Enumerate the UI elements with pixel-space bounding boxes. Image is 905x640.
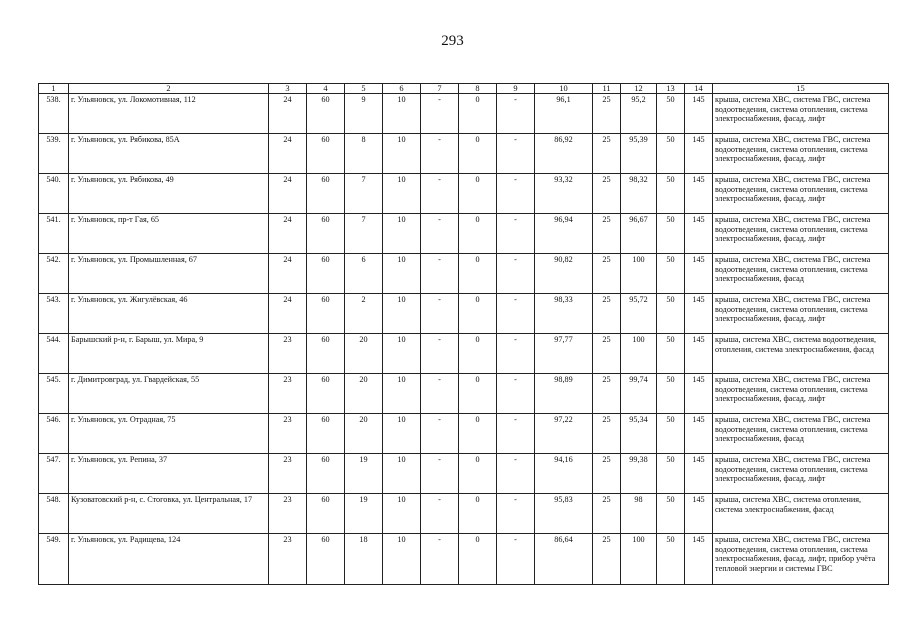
value-cell-3: 24 bbox=[269, 254, 307, 294]
value-cell-6: 10 bbox=[383, 134, 421, 174]
column-header-4: 4 bbox=[307, 84, 345, 94]
value-cell-9: - bbox=[497, 254, 535, 294]
value-cell-10: 93,32 bbox=[535, 174, 593, 214]
value-cell-12: 100 bbox=[621, 254, 657, 294]
value-cell-4: 60 bbox=[307, 294, 345, 334]
row-number-cell: 541. bbox=[39, 214, 69, 254]
address-cell: Кузоватовский р-н, с. Стоговка, ул. Центральная, 17 bbox=[69, 494, 269, 534]
value-cell-14: 145 bbox=[685, 534, 713, 585]
works-list-cell: крыша, система ХВС, система ГВС, система водоотведения, система отопления, система электроснабжения, фасад, лифт bbox=[713, 294, 889, 334]
address-cell: г. Ульяновск, ул. Жигулёвская, 46 bbox=[69, 294, 269, 334]
table-row bbox=[39, 94, 889, 134]
column-header-14: 14 bbox=[685, 84, 713, 94]
column-header-10: 10 bbox=[535, 84, 593, 94]
value-cell-5: 20 bbox=[345, 374, 383, 414]
value-cell-13: 50 bbox=[657, 214, 685, 254]
value-cell-13: 50 bbox=[657, 494, 685, 534]
table-row bbox=[39, 174, 889, 214]
value-cell-14: 145 bbox=[685, 334, 713, 374]
column-header-5: 5 bbox=[345, 84, 383, 94]
column-header-12: 12 bbox=[621, 84, 657, 94]
address-cell: г. Ульяновск, ул. Репина, 37 bbox=[69, 454, 269, 494]
table-row bbox=[39, 494, 889, 534]
value-cell-9: - bbox=[497, 494, 535, 534]
value-cell-7: - bbox=[421, 94, 459, 134]
value-cell-5: 19 bbox=[345, 454, 383, 494]
table-row bbox=[39, 414, 889, 454]
column-header-11: 11 bbox=[593, 84, 621, 94]
value-cell-11: 25 bbox=[593, 134, 621, 174]
column-header-6: 6 bbox=[383, 84, 421, 94]
value-cell-6: 10 bbox=[383, 214, 421, 254]
value-cell-10: 97,22 bbox=[535, 414, 593, 454]
address-cell: г. Ульяновск, ул. Радищева, 124 bbox=[69, 534, 269, 585]
value-cell-7: - bbox=[421, 334, 459, 374]
column-header-15: 15 bbox=[713, 84, 889, 94]
value-cell-14: 145 bbox=[685, 374, 713, 414]
value-cell-7: - bbox=[421, 494, 459, 534]
address-cell: г. Ульяновск, пр-т Гая, 65 bbox=[69, 214, 269, 254]
row-number-cell: 546. bbox=[39, 414, 69, 454]
value-cell-4: 60 bbox=[307, 334, 345, 374]
value-cell-6: 10 bbox=[383, 494, 421, 534]
data-table bbox=[38, 83, 889, 585]
value-cell-12: 95,39 bbox=[621, 134, 657, 174]
value-cell-12: 95,72 bbox=[621, 294, 657, 334]
works-list-cell: крыша, система ХВС, система ГВС, система водоотведения, система отопления, система электроснабжения, фасад, лифт bbox=[713, 374, 889, 414]
value-cell-9: - bbox=[497, 414, 535, 454]
value-cell-4: 60 bbox=[307, 94, 345, 134]
address-cell: г. Ульяновск, ул. Промышленная, 67 bbox=[69, 254, 269, 294]
value-cell-8: 0 bbox=[459, 494, 497, 534]
value-cell-3: 23 bbox=[269, 494, 307, 534]
value-cell-13: 50 bbox=[657, 454, 685, 494]
row-number-cell: 539. bbox=[39, 134, 69, 174]
value-cell-8: 0 bbox=[459, 294, 497, 334]
value-cell-5: 19 bbox=[345, 494, 383, 534]
value-cell-14: 145 bbox=[685, 494, 713, 534]
value-cell-4: 60 bbox=[307, 174, 345, 214]
works-list-cell: крыша, система ХВС, система ГВС, система водоотведения, система отопления, система электроснабжения, фасад, лифт bbox=[713, 174, 889, 214]
table-row bbox=[39, 334, 889, 374]
value-cell-12: 100 bbox=[621, 534, 657, 585]
value-cell-13: 50 bbox=[657, 174, 685, 214]
table-row bbox=[39, 254, 889, 294]
table-row bbox=[39, 294, 889, 334]
row-number-cell: 540. bbox=[39, 174, 69, 214]
value-cell-3: 24 bbox=[269, 174, 307, 214]
page-number: 293 bbox=[441, 33, 464, 49]
value-cell-9: - bbox=[497, 174, 535, 214]
value-cell-11: 25 bbox=[593, 494, 621, 534]
value-cell-12: 99,38 bbox=[621, 454, 657, 494]
works-list-cell: крыша, система ХВС, система ГВС, система водоотведения, система отопления, система электроснабжения, фасад bbox=[713, 254, 889, 294]
value-cell-4: 60 bbox=[307, 454, 345, 494]
value-cell-4: 60 bbox=[307, 374, 345, 414]
works-list-cell: крыша, система ХВС, система водоотведения, отопления, система электроснабжения, фасад bbox=[713, 334, 889, 374]
row-number-cell: 542. bbox=[39, 254, 69, 294]
value-cell-11: 25 bbox=[593, 454, 621, 494]
value-cell-14: 145 bbox=[685, 254, 713, 294]
value-cell-11: 25 bbox=[593, 294, 621, 334]
value-cell-5: 20 bbox=[345, 334, 383, 374]
column-header-2: 2 bbox=[69, 84, 269, 94]
value-cell-11: 25 bbox=[593, 374, 621, 414]
value-cell-8: 0 bbox=[459, 94, 497, 134]
table-row bbox=[39, 134, 889, 174]
value-cell-14: 145 bbox=[685, 94, 713, 134]
value-cell-8: 0 bbox=[459, 254, 497, 294]
value-cell-4: 60 bbox=[307, 134, 345, 174]
address-cell: г. Ульяновск, ул. Отрадная, 75 bbox=[69, 414, 269, 454]
value-cell-11: 25 bbox=[593, 414, 621, 454]
value-cell-10: 94,16 bbox=[535, 454, 593, 494]
value-cell-9: - bbox=[497, 534, 535, 585]
value-cell-3: 24 bbox=[269, 214, 307, 254]
value-cell-13: 50 bbox=[657, 334, 685, 374]
address-cell: г. Ульяновск, ул. Рябикова, 49 bbox=[69, 174, 269, 214]
value-cell-5: 18 bbox=[345, 534, 383, 585]
value-cell-10: 98,89 bbox=[535, 374, 593, 414]
value-cell-9: - bbox=[497, 134, 535, 174]
value-cell-7: - bbox=[421, 414, 459, 454]
value-cell-13: 50 bbox=[657, 374, 685, 414]
value-cell-13: 50 bbox=[657, 254, 685, 294]
value-cell-6: 10 bbox=[383, 534, 421, 585]
works-list-cell: крыша, система ХВС, система ГВС, система водоотведения, система отопления, система электроснабжения, фасад, лифт bbox=[713, 454, 889, 494]
value-cell-3: 23 bbox=[269, 374, 307, 414]
value-cell-6: 10 bbox=[383, 454, 421, 494]
value-cell-4: 60 bbox=[307, 494, 345, 534]
value-cell-11: 25 bbox=[593, 534, 621, 585]
value-cell-11: 25 bbox=[593, 94, 621, 134]
value-cell-12: 100 bbox=[621, 334, 657, 374]
table-row bbox=[39, 534, 889, 585]
value-cell-9: - bbox=[497, 294, 535, 334]
value-cell-5: 6 bbox=[345, 254, 383, 294]
value-cell-4: 60 bbox=[307, 534, 345, 585]
row-number-cell: 548. bbox=[39, 494, 69, 534]
table-header-row bbox=[39, 84, 889, 94]
value-cell-9: - bbox=[497, 374, 535, 414]
value-cell-3: 23 bbox=[269, 334, 307, 374]
column-header-3: 3 bbox=[269, 84, 307, 94]
column-header-9: 9 bbox=[497, 84, 535, 94]
value-cell-10: 97,77 bbox=[535, 334, 593, 374]
value-cell-12: 95,2 bbox=[621, 94, 657, 134]
value-cell-10: 86,64 bbox=[535, 534, 593, 585]
value-cell-6: 10 bbox=[383, 254, 421, 294]
value-cell-13: 50 bbox=[657, 134, 685, 174]
row-number-cell: 544. bbox=[39, 334, 69, 374]
value-cell-12: 98,32 bbox=[621, 174, 657, 214]
value-cell-7: - bbox=[421, 254, 459, 294]
value-cell-3: 24 bbox=[269, 134, 307, 174]
value-cell-7: - bbox=[421, 214, 459, 254]
value-cell-5: 8 bbox=[345, 134, 383, 174]
value-cell-9: - bbox=[497, 334, 535, 374]
value-cell-12: 98 bbox=[621, 494, 657, 534]
value-cell-14: 145 bbox=[685, 134, 713, 174]
works-list-cell: крыша, система ХВС, система ГВС, система водоотведения, система отопления, система электроснабжения, фасад bbox=[713, 414, 889, 454]
address-cell: г. Ульяновск, ул. Локомотивная, 112 bbox=[69, 94, 269, 134]
value-cell-6: 10 bbox=[383, 94, 421, 134]
value-cell-7: - bbox=[421, 134, 459, 174]
value-cell-8: 0 bbox=[459, 334, 497, 374]
column-header-13: 13 bbox=[657, 84, 685, 94]
value-cell-11: 25 bbox=[593, 254, 621, 294]
value-cell-8: 0 bbox=[459, 134, 497, 174]
table-row bbox=[39, 454, 889, 494]
value-cell-12: 96,67 bbox=[621, 214, 657, 254]
column-header-7: 7 bbox=[421, 84, 459, 94]
works-list-cell: крыша, система ХВС, система ГВС, система водоотведения, система отопления, система электроснабжения, фасад, лифт bbox=[713, 134, 889, 174]
value-cell-7: - bbox=[421, 294, 459, 334]
value-cell-11: 25 bbox=[593, 214, 621, 254]
value-cell-10: 96,94 bbox=[535, 214, 593, 254]
value-cell-5: 2 bbox=[345, 294, 383, 334]
value-cell-8: 0 bbox=[459, 534, 497, 585]
value-cell-11: 25 bbox=[593, 174, 621, 214]
address-cell: Барышский р-н, г. Барыш, ул. Мира, 9 bbox=[69, 334, 269, 374]
value-cell-5: 20 bbox=[345, 414, 383, 454]
value-cell-12: 99,74 bbox=[621, 374, 657, 414]
row-number-cell: 538. bbox=[39, 94, 69, 134]
value-cell-6: 10 bbox=[383, 334, 421, 374]
value-cell-7: - bbox=[421, 374, 459, 414]
value-cell-13: 50 bbox=[657, 294, 685, 334]
value-cell-3: 24 bbox=[269, 94, 307, 134]
value-cell-10: 95,83 bbox=[535, 494, 593, 534]
value-cell-3: 23 bbox=[269, 534, 307, 585]
value-cell-5: 9 bbox=[345, 94, 383, 134]
row-number-cell: 543. bbox=[39, 294, 69, 334]
value-cell-4: 60 bbox=[307, 214, 345, 254]
value-cell-10: 86,92 bbox=[535, 134, 593, 174]
value-cell-5: 7 bbox=[345, 214, 383, 254]
table-row bbox=[39, 214, 889, 254]
value-cell-13: 50 bbox=[657, 414, 685, 454]
value-cell-6: 10 bbox=[383, 294, 421, 334]
table-row bbox=[39, 374, 889, 414]
value-cell-14: 145 bbox=[685, 294, 713, 334]
works-list-cell: крыша, система ХВС, система ГВС, система водоотведения, система отопления, система электроснабжения, фасад, лифт bbox=[713, 94, 889, 134]
value-cell-6: 10 bbox=[383, 414, 421, 454]
value-cell-7: - bbox=[421, 534, 459, 585]
value-cell-13: 50 bbox=[657, 94, 685, 134]
works-list-cell: крыша, система ХВС, система ГВС, система водоотведения, система отопления, система электроснабжения, фасад, лифт, прибор учёта тепловой энергии и системы ГВС bbox=[713, 534, 889, 585]
value-cell-3: 23 bbox=[269, 414, 307, 454]
value-cell-11: 25 bbox=[593, 334, 621, 374]
row-number-cell: 545. bbox=[39, 374, 69, 414]
works-list-cell: крыша, система ХВС, система отопления, система электроснабжения, фасад bbox=[713, 494, 889, 534]
value-cell-8: 0 bbox=[459, 174, 497, 214]
value-cell-14: 145 bbox=[685, 214, 713, 254]
value-cell-8: 0 bbox=[459, 214, 497, 254]
value-cell-9: - bbox=[497, 94, 535, 134]
value-cell-14: 145 bbox=[685, 414, 713, 454]
address-cell: г. Димитровград, ул. Гвардейская, 55 bbox=[69, 374, 269, 414]
column-header-1: 1 bbox=[39, 84, 69, 94]
value-cell-6: 10 bbox=[383, 374, 421, 414]
value-cell-8: 0 bbox=[459, 454, 497, 494]
table-body bbox=[39, 94, 889, 585]
value-cell-7: - bbox=[421, 174, 459, 214]
value-cell-14: 145 bbox=[685, 454, 713, 494]
address-cell: г. Ульяновск, ул. Рябикова, 85А bbox=[69, 134, 269, 174]
value-cell-13: 50 bbox=[657, 534, 685, 585]
value-cell-4: 60 bbox=[307, 414, 345, 454]
value-cell-3: 24 bbox=[269, 294, 307, 334]
value-cell-10: 90,82 bbox=[535, 254, 593, 294]
value-cell-8: 0 bbox=[459, 374, 497, 414]
row-number-cell: 547. bbox=[39, 454, 69, 494]
value-cell-9: - bbox=[497, 214, 535, 254]
value-cell-9: - bbox=[497, 454, 535, 494]
value-cell-3: 23 bbox=[269, 454, 307, 494]
value-cell-12: 95,34 bbox=[621, 414, 657, 454]
value-cell-10: 98,33 bbox=[535, 294, 593, 334]
works-list-cell: крыша, система ХВС, система ГВС, система водоотведения, система отопления, система электроснабжения, фасад, лифт bbox=[713, 214, 889, 254]
value-cell-6: 10 bbox=[383, 174, 421, 214]
row-number-cell: 549. bbox=[39, 534, 69, 585]
value-cell-8: 0 bbox=[459, 414, 497, 454]
column-header-8: 8 bbox=[459, 84, 497, 94]
value-cell-14: 145 bbox=[685, 174, 713, 214]
value-cell-10: 96,1 bbox=[535, 94, 593, 134]
value-cell-5: 7 bbox=[345, 174, 383, 214]
value-cell-4: 60 bbox=[307, 254, 345, 294]
value-cell-7: - bbox=[421, 454, 459, 494]
